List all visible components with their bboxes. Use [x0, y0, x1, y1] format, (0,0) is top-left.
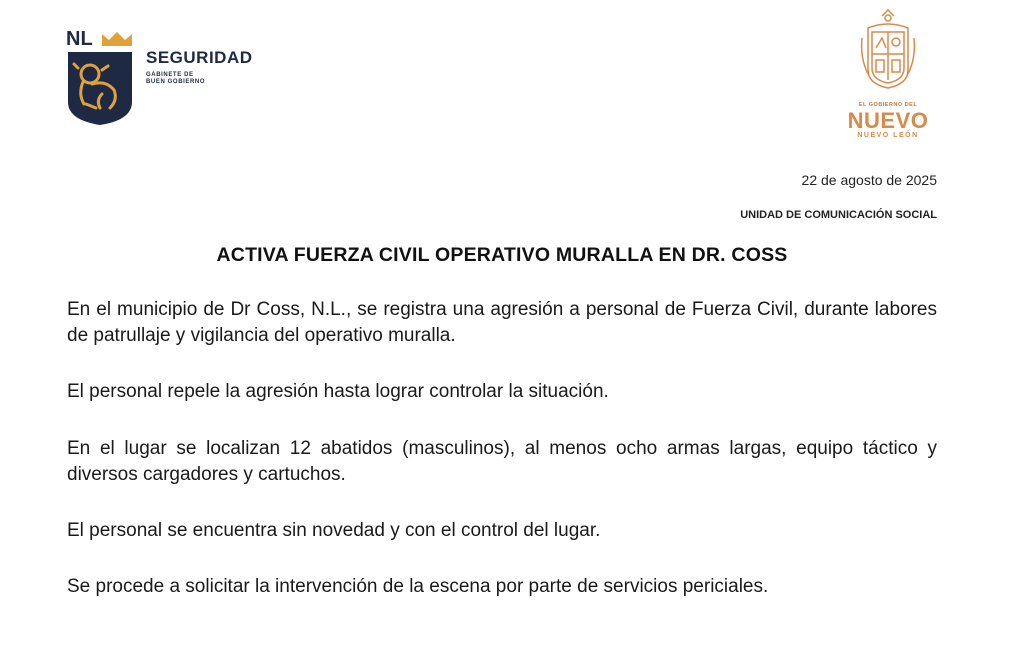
- org-title: SEGURIDAD: [146, 48, 253, 67]
- crown-icon: [101, 31, 133, 47]
- issuing-unit: UNIDAD DE COMUNICACIÓN SOCIAL: [740, 209, 937, 221]
- org-subtitle-line2: BUEN GOBIERNO: [146, 79, 206, 85]
- press-release-headline: ACTIVA FUERZA CIVIL OPERATIVO MURALLA EN DR. COSS: [216, 244, 788, 266]
- org-text: [146, 48, 253, 86]
- lion-shield-icon: [66, 50, 134, 126]
- gov-sub-text: NUEVO LEÓN: [857, 132, 919, 139]
- paragraph: En el municipio de Dr Coss, N.L., se registra una agresión a personal de Fuerza Civil, durante labores de patrullaje y vigilancia del operativo muralla.: [67, 299, 937, 346]
- coat-of-arms-icon: [858, 8, 918, 90]
- nl-mark: NL: [66, 28, 93, 50]
- document-date: 22 de agosto de 2025: [801, 172, 937, 188]
- nuevo-leon-logo: [836, 8, 946, 138]
- seguridad-logo: [66, 28, 286, 128]
- paragraph: El personal se encuentra sin novedad y con el control del lugar.: [67, 520, 601, 541]
- gov-small-text: EL GOBIERNO DEL: [858, 102, 918, 108]
- paragraph: El personal repele la agresión hasta lograr controlar la situación.: [67, 381, 609, 402]
- gov-big-text: NUEVO: [847, 108, 929, 133]
- org-subtitle-line1: GABINETE DE: [146, 72, 194, 78]
- paragraph: Se procede a solicitar la intervención de la escena por parte de servicios periciales.: [67, 576, 769, 597]
- paragraph: En el lugar se localizan 12 abatidos (masculinos), al menos ocho armas largas, equipo táctico y diversos cargadores y cartuchos.: [67, 438, 937, 485]
